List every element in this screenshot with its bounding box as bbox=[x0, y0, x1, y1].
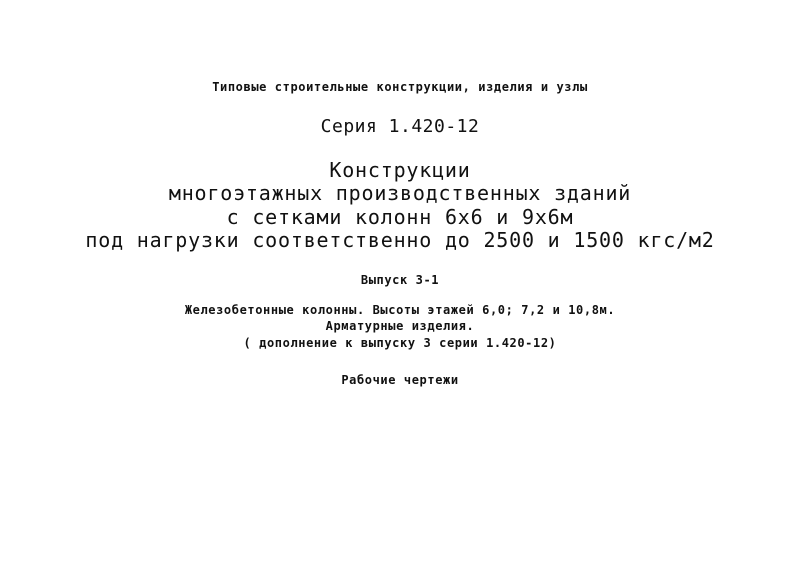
category-line: Типовые строительные конструкции, изделия и узлы bbox=[212, 80, 588, 94]
title-line-3: с сетками колонн 6х6 и 9х6м bbox=[226, 205, 574, 229]
title-line-4: под нагрузки соответственно до 2500 и 1500 кгс/м2 bbox=[85, 228, 715, 252]
series-title: Серия 1.420-12 bbox=[320, 116, 480, 137]
issue-description-3: ( дополнение к выпуску 3 серии 1.420-12) bbox=[243, 336, 557, 350]
issue-label: Выпуск 3-1 bbox=[360, 273, 440, 287]
document-type: Рабочие чертежи bbox=[341, 373, 459, 387]
title-line-1: Конструкции bbox=[329, 158, 471, 182]
issue-description-1: Железобетонные колонны. Высоты этажей 6,0; 7,2 и 10,8м. bbox=[184, 303, 616, 317]
title-line-2: многоэтажных производственных зданий bbox=[168, 181, 632, 205]
issue-description-2: Арматурные изделия. bbox=[325, 319, 475, 333]
